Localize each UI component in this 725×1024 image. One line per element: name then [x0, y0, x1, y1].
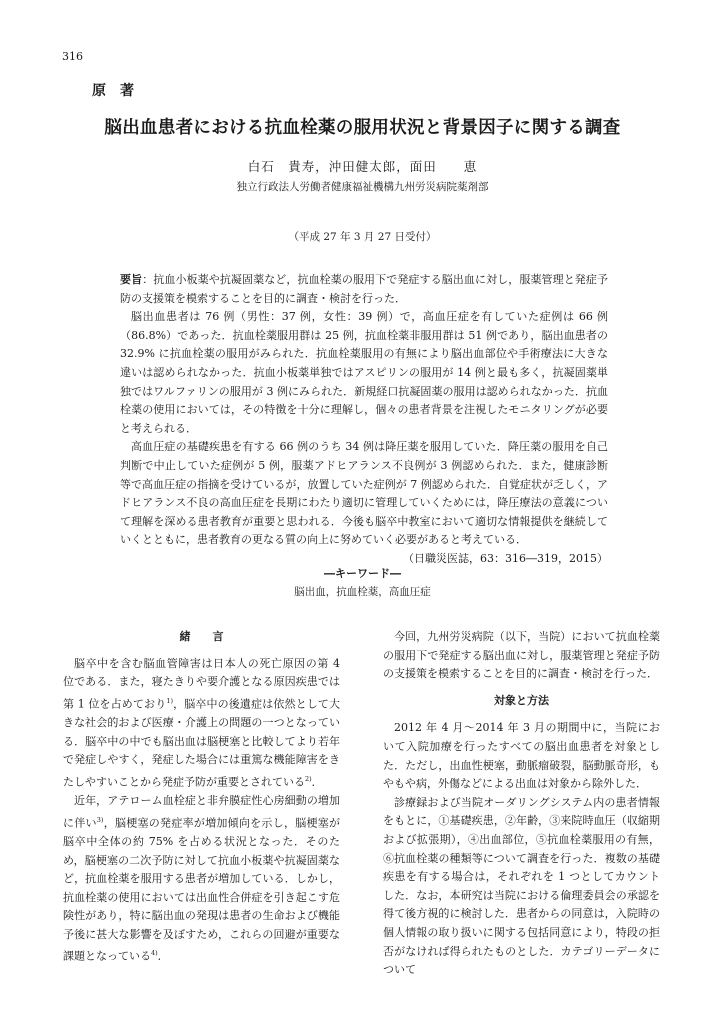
methods-paragraph-2: 診療録および当院オーダリングシステム内の患者情報をもとに，①基礎疾患，②年齢，③来院時血圧（収縮期および拡張期），④出血部位，⑤抗血栓薬服用の有無，⑥抗血栓薬の種類等について調査を行った．複数の基礎疾患を有する場合は，それぞれを 1 つとしてカウントした．なお，本研究は当院における倫理委員会の承認を得て後方視的に検討した．患者からの同意は，入院時の個人情報の取り扱いに関する包括同意により，特段の拒否がなければ得られたものとした．カテゴリーデータについて — [383, 795, 660, 977]
abstract-label: 要旨 — [120, 273, 143, 286]
reference-1: 1) — [166, 696, 173, 705]
received-date: （平成 27 年 3 月 27 日受付） — [288, 231, 437, 243]
abstract-paragraph-1: 要旨：抗血小板薬や抗凝固薬など，抗血栓薬の服用下で発症する脳出血に対し，服薬管理と発症予防の支援策を模索することを目的に調査・検討を行った． — [120, 273, 608, 305]
reference-4: 4) — [151, 949, 158, 958]
citation: （日職災医誌，63：316―319，2015） — [403, 551, 608, 565]
abstract — [120, 271, 608, 569]
affiliation: 独立行政法人労働者健康福祉機構九州労災病院薬剤部 — [236, 181, 489, 193]
article-title: 脳出血患者における抗血栓薬の服用状況と背景因子に関する調査 — [104, 118, 621, 138]
article-category: 原著 — [92, 83, 148, 99]
page-number: 316 — [62, 50, 83, 63]
left-column — [63, 628, 340, 967]
right-column — [383, 628, 660, 980]
reference-3: 3) — [96, 815, 104, 824]
methods-paragraph-1: 2012 年 4 月～2014 年 3 月の期間中に，当院において入院加療を行ったすべての脳出血患者を対象とした．ただし，出血性梗塞，動脈瘤破裂，脳動脈奇形，もやもや病，外傷などによる出血は対象から除外した． — [383, 721, 660, 791]
intro-paragraph-2: 近年，アテローム血栓症と非弁膜症性心房細動の増加に伴い$^{3)}$，脳梗塞の発症率が増加傾向を示し，脳梗塞が脳卒中全体の約 75% を占める状況となった．そのため，脳梗塞の二次予防に対して抗血小板薬や抗凝固薬など，抗血栓薬を服用する患者が増加している．しかし，抗血栓薬の使用においては出血性合併症を引き起こす危険性があり，特に脳出血の発現は患者の生命および機能予後に甚大な影響を及ぼすため，これらの回避が重要な課題となっている$^{4)}$． — [63, 794, 341, 964]
abstract-paragraph-3: 高血圧症の基礎疾患を有する 66 例のうち 34 例は降圧薬を服用していた．降圧薬の服用を自己判断で中止していた症例が 5 例，服薬アドヒアランス不良例が 3 例認められた．また，健康診断等で高血圧症の指摘を受けているが，放置していた症例が 7 例認められた．自覚症状が乏しく，アドヒアランス不良の高血圧症を長期にわたり適切に管理していくためには，降圧療法の意義について理解を深める患者教育が重要と思われる．今後も脳卒中教室において適切な情報提供を継続していくとともに，患者教育の更なる質の向上に努めていく必要があると考えている． — [120, 440, 608, 547]
intro-heading: 緒言 — [179, 630, 246, 643]
purpose-paragraph: 今回，九州労災病院（以下，当院）において抗血栓薬の服用下で発症する脳出血に対し，服薬管理と発症予防の支援策を模索することを目的に調査・検討を行った． — [383, 630, 660, 681]
authors: 白石 貴寿，沖田健太郎，面田 恵 — [247, 159, 478, 174]
intro-paragraph-1: 脳卒中を含む脳血管障害は日本人の死亡原因の第 4 位である．また，寝たきりや要介護となる原因疾患では第 1 位を占めており$^{1)}$，脳卒中の後遺症は依然として大きな社会的および医療・介護上の問題の一つとなっている．脳卒中の中でも脳出血は脳梗塞と比較してより若年で発症しやすく，発症した場合には重篤な機能障害をきたしやすいことから発症予防が重要とされている$^{2)}$． — [63, 656, 340, 789]
methods-heading: 対象と方法 — [494, 693, 549, 707]
reference-2: 2) — [305, 774, 312, 783]
keywords: 脳出血，抗血栓薬，高血圧症 — [294, 586, 431, 598]
keywords-heading: ―キーワード― — [324, 567, 401, 580]
abstract-paragraph-2: 脳出血患者は 76 例（男性：37 例，女性：39 例）で，高血圧症を有していた症例は 66 例（86.8%）であった．抗血栓薬服用群は 25 例，抗血栓薬非服用群は 51 例であり，脳出血患者の 32.9% に抗血栓薬の服用がみられた．抗血栓薬服用の有無により脳出血部位や手術療法に大きな違いは認められなかった．抗血小板薬単独ではアスピリンの服用が 14 例と最も多く，抗凝固薬単独ではワルファリンの服用が 3 例にみられた．新規経口抗凝固薬の服用は認められなかった．抗血栓薬の使用においては，その特徴を十分に理解し，個々の患者背景を注視したモニタリングが必要と考えられる． — [120, 310, 608, 435]
